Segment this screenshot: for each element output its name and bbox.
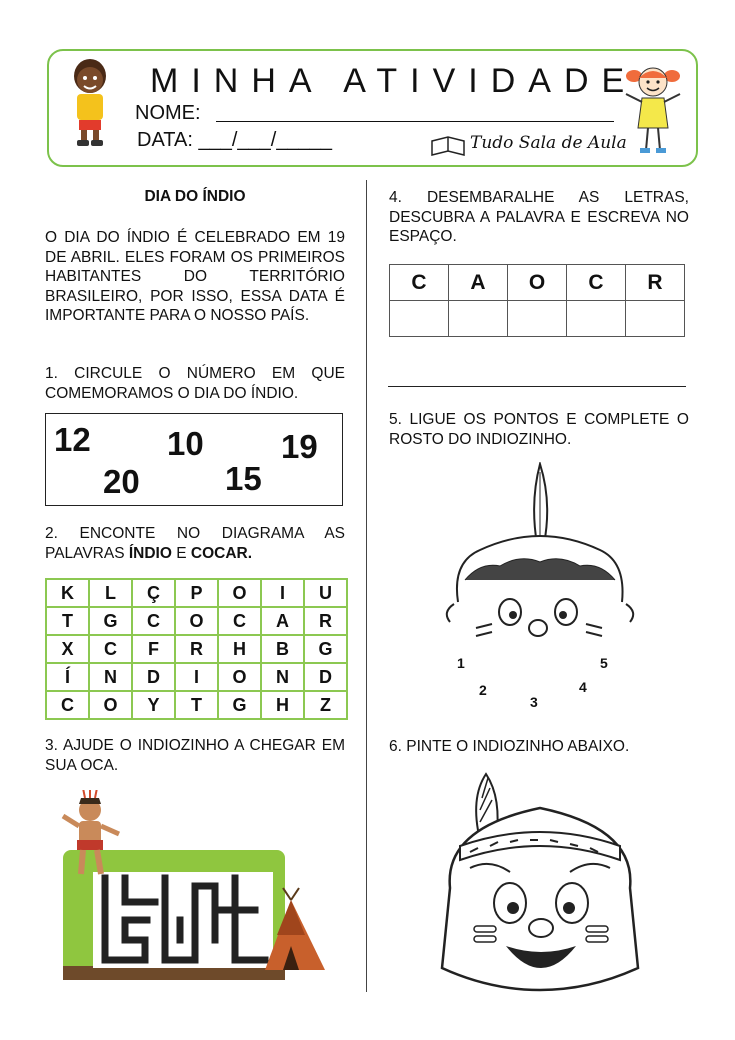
section-heading: DIA DO ÍNDIO	[144, 188, 246, 205]
scramble-letter: O	[508, 265, 567, 301]
brand-logo: Tudo Sala de Aula	[470, 133, 627, 153]
grid-cell[interactable]: F	[132, 635, 175, 663]
answer-line[interactable]	[388, 386, 686, 387]
column-divider	[366, 180, 367, 992]
q2-and: E	[176, 544, 187, 562]
boy-illustration	[62, 56, 118, 148]
grid-cell[interactable]: O	[89, 691, 132, 719]
question-5: 5. LIGUE OS PONTOS E COMPLETE O ROSTO DO INDIOZINHO.	[389, 411, 689, 448]
grid-cell[interactable]: B	[261, 635, 304, 663]
grid-cell[interactable]: Y	[132, 691, 175, 719]
page-title: MINHA ATIVIDADE	[150, 62, 638, 100]
grid-cell[interactable]: X	[46, 635, 89, 663]
answer-cell[interactable]	[567, 301, 626, 337]
grid-cell[interactable]: P	[175, 579, 218, 607]
grid-cell[interactable]: Z	[304, 691, 347, 719]
answer-cell[interactable]	[508, 301, 567, 337]
number-option[interactable]: 12	[54, 421, 91, 458]
number-option[interactable]: 15	[225, 460, 262, 497]
date-label[interactable]: DATA: ___/___/_____	[137, 129, 332, 151]
number-option[interactable]: 19	[281, 428, 318, 465]
dot-number[interactable]: 4	[579, 679, 587, 695]
grid-cell[interactable]: U	[304, 579, 347, 607]
grid-cell[interactable]: C	[132, 607, 175, 635]
grid-cell[interactable]: O	[218, 663, 261, 691]
grid-cell[interactable]: H	[261, 691, 304, 719]
grid-cell[interactable]: I	[175, 663, 218, 691]
number-option[interactable]: 10	[167, 425, 204, 462]
grid-cell[interactable]: G	[89, 607, 132, 635]
scramble-letter: C	[390, 265, 449, 301]
coloring-face-illustration[interactable]	[430, 768, 650, 993]
dot-face-illustration	[440, 462, 640, 642]
grid-cell[interactable]: Í	[46, 663, 89, 691]
grid-cell[interactable]: T	[46, 607, 89, 635]
question-3: 3. AJUDE O INDIOZINHO A CHEGAR EM SUA OCA.	[45, 737, 345, 774]
scramble-table	[389, 264, 685, 337]
grid-cell[interactable]: A	[261, 607, 304, 635]
scramble-letter: R	[626, 265, 685, 301]
grid-cell[interactable]: C	[89, 635, 132, 663]
book-logo-icon	[430, 133, 466, 159]
grid-cell[interactable]: I	[261, 579, 304, 607]
name-label: NOME:	[135, 102, 201, 124]
scramble-letter: C	[567, 265, 626, 301]
dot-number[interactable]: 3	[530, 694, 538, 710]
grid-cell[interactable]: C	[46, 691, 89, 719]
answer-cell[interactable]	[626, 301, 685, 337]
question-1: 1. CIRCULE O NÚMERO EM QUE COMEMORAMOS O DIA DO ÍNDIO.	[45, 365, 345, 402]
dot-number[interactable]: 1	[457, 655, 465, 671]
grid-cell[interactable]: Ç	[132, 579, 175, 607]
q2-word-indio: ÍNDIO	[128, 544, 172, 562]
number-option[interactable]: 20	[103, 463, 140, 500]
grid-cell[interactable]: K	[46, 579, 89, 607]
grid-cell[interactable]: D	[304, 663, 347, 691]
grid-cell[interactable]: D	[132, 663, 175, 691]
answer-cell[interactable]	[390, 301, 449, 337]
q2-word-cocar: COCAR.	[190, 544, 253, 562]
grid-cell[interactable]: O	[218, 579, 261, 607]
intro-text: O DIA DO ÍNDIO É CELEBRADO EM 19 DE ABRIL. ELES FORAM OS PRIMEIROS HABITANTES DO TERRITÓRIO BRASILEIRO, POR ISSO, ESSA DATA É IMPORTANTE PARA O NOSSO PAÍS.	[45, 229, 345, 324]
grid-cell[interactable]: O	[175, 607, 218, 635]
answer-cell[interactable]	[449, 301, 508, 337]
dot-number[interactable]: 2	[479, 682, 487, 698]
grid-cell[interactable]: T	[175, 691, 218, 719]
question-6: 6. PINTE O INDIOZINHO ABAIXO.	[389, 738, 630, 755]
question-2	[45, 524, 345, 563]
grid-cell[interactable]: H	[218, 635, 261, 663]
grid-cell[interactable]: N	[89, 663, 132, 691]
scramble-letter: A	[449, 265, 508, 301]
grid-cell[interactable]: G	[218, 691, 261, 719]
word-search-grid	[45, 578, 348, 720]
grid-cell[interactable]: R	[175, 635, 218, 663]
name-field[interactable]	[216, 121, 614, 122]
question-4: 4. DESEMBARALHE AS LETRAS, DESCUBRA A PALAVRA E ESCREVA NO ESPAÇO.	[389, 189, 689, 245]
grid-cell[interactable]: R	[304, 607, 347, 635]
q2-text: 2. ENCONTE NO DIAGRAMA AS PALAVRAS	[45, 525, 345, 562]
dot-number[interactable]: 5	[600, 655, 608, 671]
grid-cell[interactable]: N	[261, 663, 304, 691]
grid-cell[interactable]: C	[218, 607, 261, 635]
maze-illustration[interactable]	[55, 790, 335, 990]
grid-cell[interactable]: L	[89, 579, 132, 607]
grid-cell[interactable]: G	[304, 635, 347, 663]
